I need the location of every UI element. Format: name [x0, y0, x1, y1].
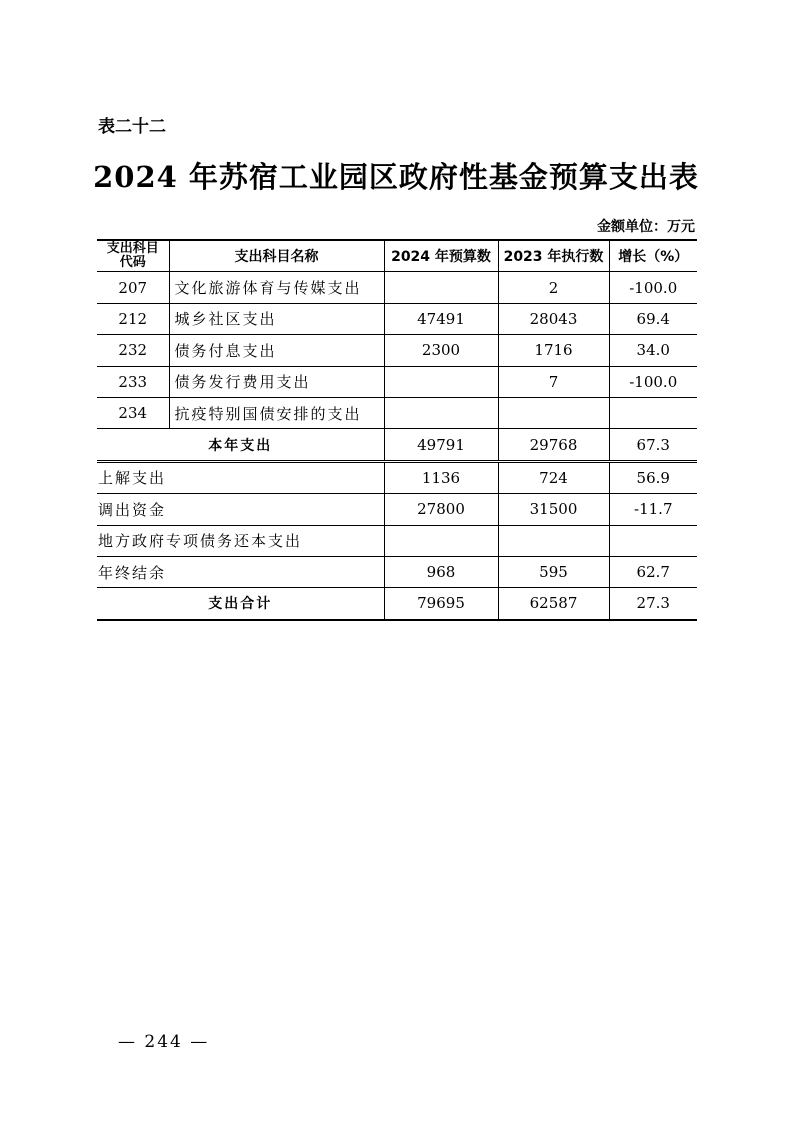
row-actual: [498, 397, 609, 428]
row-actual: 724: [498, 461, 609, 493]
row-name: 城乡社区支出: [169, 303, 384, 334]
year-total-growth: 67.3: [609, 429, 697, 461]
row-budget: 47491: [384, 303, 498, 334]
header-budget: 2024 年预算数: [384, 240, 498, 272]
grand-total-budget: 79695: [384, 588, 498, 620]
header-growth: 增长（%）: [609, 240, 697, 272]
row-code: 232: [97, 335, 169, 366]
row-name: 债务发行费用支出: [169, 366, 384, 397]
row-growth: [609, 525, 697, 556]
table-label: 表二十二: [98, 117, 166, 137]
row-growth: -100.0: [609, 366, 697, 397]
row-budget: 2300: [384, 335, 498, 366]
row-budget: [384, 397, 498, 428]
row-name: 上解支出: [97, 461, 384, 493]
row-growth: -11.7: [609, 494, 697, 525]
grand-total-actual: 62587: [498, 588, 609, 620]
row-name: 调出资金: [97, 494, 384, 525]
row-actual: 595: [498, 556, 609, 587]
row-name: 文化旅游体育与传媒支出: [169, 272, 384, 303]
header-name: 支出科目名称: [169, 240, 384, 272]
table-header-row: [97, 240, 697, 272]
row-actual: 2: [498, 272, 609, 303]
row-budget: 968: [384, 556, 498, 587]
row-name: 年终结余: [97, 556, 384, 587]
row-growth: 69.4: [609, 303, 697, 334]
expenditure-table: [97, 239, 697, 621]
table-row: [97, 366, 697, 397]
table-row: [97, 494, 697, 525]
row-name: 地方政府专项债务还本支出: [97, 525, 384, 556]
unit-note: 金额单位：万元: [597, 219, 695, 235]
year-total-actual: 29768: [498, 429, 609, 461]
table-row: [97, 461, 697, 493]
row-name: 债务付息支出: [169, 335, 384, 366]
table-row: [97, 303, 697, 334]
grand-total-growth: 27.3: [609, 588, 697, 620]
row-growth: 62.7: [609, 556, 697, 587]
grand-total-row: [97, 588, 697, 620]
row-budget: [384, 366, 498, 397]
grand-total-label: 支出合计: [97, 588, 384, 620]
row-actual: [498, 525, 609, 556]
row-code: 207: [97, 272, 169, 303]
year-total-budget: 49791: [384, 429, 498, 461]
row-actual: 28043: [498, 303, 609, 334]
row-code: 233: [97, 366, 169, 397]
table-row: [97, 335, 697, 366]
row-growth: 56.9: [609, 461, 697, 493]
row-code: 234: [97, 397, 169, 428]
row-code: 212: [97, 303, 169, 334]
row-budget: 27800: [384, 494, 498, 525]
header-actual: 2023 年执行数: [498, 240, 609, 272]
header-code: 支出科目代码: [97, 240, 169, 272]
year-total-row: [97, 429, 697, 461]
row-growth: -100.0: [609, 272, 697, 303]
row-budget: [384, 272, 498, 303]
row-actual: 31500: [498, 494, 609, 525]
page-number: — 244 —: [118, 1032, 210, 1052]
table-row: [97, 525, 697, 556]
table-row: [97, 272, 697, 303]
table-row: [97, 556, 697, 587]
year-total-label: 本年支出: [97, 429, 384, 461]
row-actual: 7: [498, 366, 609, 397]
page-title: 2024 年苏宿工业园区政府性基金预算支出表: [93, 160, 699, 194]
row-budget: [384, 525, 498, 556]
row-name: 抗疫特别国债安排的支出: [169, 397, 384, 428]
row-growth: [609, 397, 697, 428]
row-budget: 1136: [384, 461, 498, 493]
table-row: [97, 397, 697, 428]
row-growth: 34.0: [609, 335, 697, 366]
row-actual: 1716: [498, 335, 609, 366]
